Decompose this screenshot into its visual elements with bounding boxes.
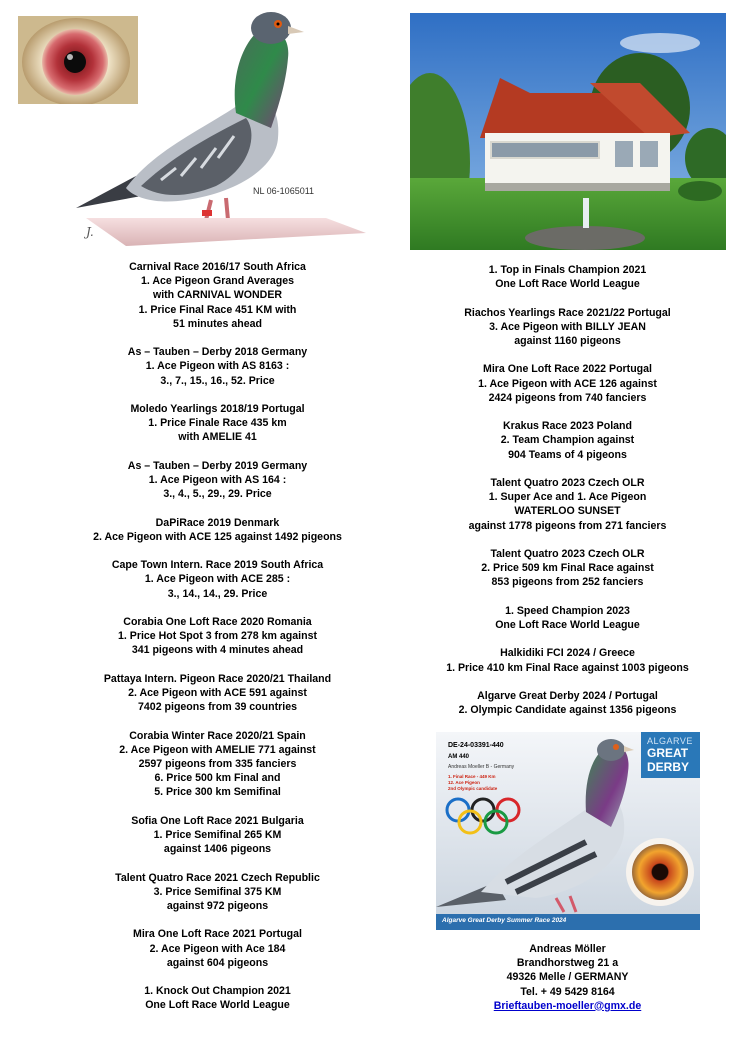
result-block xyxy=(410,362,725,405)
result-block xyxy=(410,604,725,632)
result-heading: Mira One Loft Race 2022 Portugal xyxy=(483,363,652,376)
result-line: 2. Price 509 km Final Race against xyxy=(481,562,654,575)
contact-block xyxy=(430,942,705,1013)
result-line: One Loft Race World League xyxy=(495,618,640,631)
result-block xyxy=(410,263,725,291)
result-heading: Algarve Great Derby 2024 / Portugal xyxy=(477,689,658,702)
result-line: 6. Price 500 km Final and xyxy=(154,772,281,785)
result-heading: Pattaya Intern. Pigeon Race 2020/21 Thailand xyxy=(103,672,332,685)
result-block xyxy=(45,516,390,544)
result-line: 2. Ace Pigeon with ACE 591 against xyxy=(128,686,307,699)
result-heading: DaPiRace 2019 Denmark xyxy=(155,516,280,529)
result-line: One Loft Race World League xyxy=(145,999,290,1012)
result-block xyxy=(45,672,390,715)
poster-result-1: 1. Final Race - 449 Km xyxy=(448,774,496,779)
result-line: One Loft Race World League xyxy=(495,278,640,291)
result-line: 1. Price Finale Race 435 km xyxy=(148,417,287,430)
left-results-column xyxy=(45,260,390,1027)
right-results-column xyxy=(410,263,725,732)
result-block xyxy=(45,814,390,857)
poster-caption: Algarve Great Derby Summer Race 2024 xyxy=(442,917,567,924)
result-line: with CARNIVAL WONDER xyxy=(152,289,283,302)
poster-result-3: 2nd Olympic candidate xyxy=(448,786,498,791)
result-line: against 972 pigeons xyxy=(166,899,269,912)
result-line: 3. Ace Pigeon with BILLY JEAN xyxy=(489,320,646,333)
result-block xyxy=(410,476,725,533)
result-heading: Moledo Yearlings 2018/19 Portugal xyxy=(130,403,305,415)
result-block xyxy=(410,689,725,717)
result-line: 2597 pigeons from 335 fanciers xyxy=(138,757,297,770)
result-line: 1. Price Semifinal 265 KM xyxy=(153,828,282,841)
result-heading: Krakus Race 2023 Poland xyxy=(503,420,632,433)
result-line: 2. Ace Pigeon with Ace 184 xyxy=(149,942,286,955)
result-line: against 1160 pigeons xyxy=(514,335,621,347)
result-heading: 1. Speed Champion 2023 xyxy=(505,604,630,617)
result-line: 1. Ace Pigeon with AS 164 : xyxy=(148,474,287,486)
result-line: 5. Price 300 km Semifinal xyxy=(154,786,281,799)
result-line: against 1778 pigeons from 271 fanciers xyxy=(468,519,667,532)
result-heading: Sofia One Loft Race 2021 Bulgaria xyxy=(131,814,304,827)
svg-text:J.: J. xyxy=(86,225,94,239)
result-line: 7402 pigeons from 39 countries xyxy=(138,701,297,714)
result-line: 3., 7., 15., 16., 52. Price xyxy=(160,374,275,387)
result-line: 2. Olympic Candidate against 1356 pigeons xyxy=(458,704,677,717)
result-line: WATERLOO SUNSET xyxy=(514,505,621,518)
result-line: against 1406 pigeons xyxy=(163,843,272,856)
poster-logo-line1: ALGARVE xyxy=(647,736,693,746)
result-heading: Mira One Loft Race 2021 Portugal xyxy=(133,928,302,941)
result-block xyxy=(45,927,390,970)
result-line: 853 pigeons from 252 fanciers xyxy=(491,576,644,589)
result-heading: As – Tauben – Derby 2018 Germany xyxy=(127,346,308,359)
result-block xyxy=(45,871,390,914)
result-block xyxy=(45,729,390,800)
result-line: 2424 pigeons from 740 fanciers xyxy=(488,391,647,404)
contact-email-link[interactable]: Brieftauben-moeller@gmx.de xyxy=(493,999,642,1012)
poster-logo-line3: DERBY xyxy=(647,760,690,774)
result-heading: Cape Town Intern. Race 2019 South Africa xyxy=(111,559,324,572)
poster-ace: AM 440 xyxy=(448,754,470,760)
result-block xyxy=(45,615,390,658)
pigeon-image xyxy=(66,8,366,252)
result-heading: Carnival Race 2016/17 South Africa xyxy=(129,261,306,273)
result-line: against 604 pigeons xyxy=(166,956,269,969)
result-heading: Talent Quatro 2023 Czech OLR xyxy=(490,547,645,560)
result-line: 2. Team Champion against xyxy=(500,434,635,447)
result-line: 2. Ace Pigeon with AMELIE 771 against xyxy=(119,743,316,756)
result-heading: Corabia Winter Race 2020/21 Spain xyxy=(129,729,306,742)
result-block xyxy=(410,547,725,590)
result-heading: Talent Quatro 2023 Czech OLR xyxy=(490,476,645,489)
ring-number: NL 06-1065011 xyxy=(253,186,315,196)
poster-owner: Andreas Moeller B - Germany xyxy=(448,764,515,770)
result-heading: Riachos Yearlings Race 2021/22 Portugal xyxy=(464,306,671,319)
loft-photo xyxy=(410,13,726,250)
result-line: 904 Teams of 4 pigeons xyxy=(508,448,627,461)
contact-city: 49326 Melle / GERMANY xyxy=(506,971,629,984)
result-block xyxy=(45,984,390,1012)
result-block xyxy=(45,558,390,601)
result-line: 3., 14., 14., 29. Price xyxy=(167,587,268,600)
result-line: 3. Price Semifinal 375 KM xyxy=(153,885,282,898)
contact-name: Andreas Möller xyxy=(529,943,606,955)
result-heading: Corabia One Loft Race 2020 Romania xyxy=(123,615,312,628)
result-block xyxy=(410,646,725,674)
result-line: 1. Ace Pigeon Grand Averages xyxy=(140,275,295,288)
result-block xyxy=(410,419,725,462)
derby-poster xyxy=(436,732,700,930)
poster-ring: DE-24-03391-440 xyxy=(448,742,504,749)
pigeon-photo xyxy=(66,8,366,252)
result-line: with AMELIE 41 xyxy=(178,431,257,444)
result-block xyxy=(45,459,390,502)
result-line: 341 pigeons with 4 minutes ahead xyxy=(131,644,304,657)
result-line: 3., 4., 5., 29., 29. Price xyxy=(163,488,272,501)
result-line: 1. Ace Pigeon with ACE 285 : xyxy=(144,573,291,586)
result-line: 1. Price Final Race 451 KM with xyxy=(138,303,297,316)
result-block xyxy=(45,260,390,331)
poster-result-2: 12. Ace Pigeon xyxy=(448,780,480,785)
result-block xyxy=(45,402,390,445)
result-line: 2. Ace Pigeon with ACE 125 against 1492 pigeons xyxy=(93,530,342,543)
result-block xyxy=(410,306,725,349)
loft-image xyxy=(410,13,726,250)
result-heading: Halkidiki FCI 2024 / Greece xyxy=(500,647,635,660)
result-line: 1. Ace Pigeon with AS 8163 : xyxy=(145,360,290,373)
result-heading: Talent Quatro Race 2021 Czech Republic xyxy=(115,871,320,884)
result-line: 1. Super Ace and 1. Ace Pigeon xyxy=(488,491,647,504)
poster-logo-line2: GREAT xyxy=(647,746,689,760)
result-line: 1. Price Hot Spot 3 from 278 km against xyxy=(118,630,317,643)
result-line: 1. Ace Pigeon with ACE 126 against xyxy=(478,377,657,390)
result-heading: As – Tauben – Derby 2019 Germany xyxy=(127,459,308,472)
result-line: 1. Price 410 km Final Race against 1003 pigeons xyxy=(446,661,689,674)
contact-street: Brandhorstweg 21 a xyxy=(516,957,619,970)
result-heading: 1. Knock Out Champion 2021 xyxy=(144,985,291,998)
result-line: 51 minutes ahead xyxy=(173,317,262,330)
result-block xyxy=(45,345,390,388)
contact-phone: Tel. + 49 5429 8164 xyxy=(520,985,615,998)
result-heading: 1. Top in Finals Champion 2021 xyxy=(488,264,647,276)
